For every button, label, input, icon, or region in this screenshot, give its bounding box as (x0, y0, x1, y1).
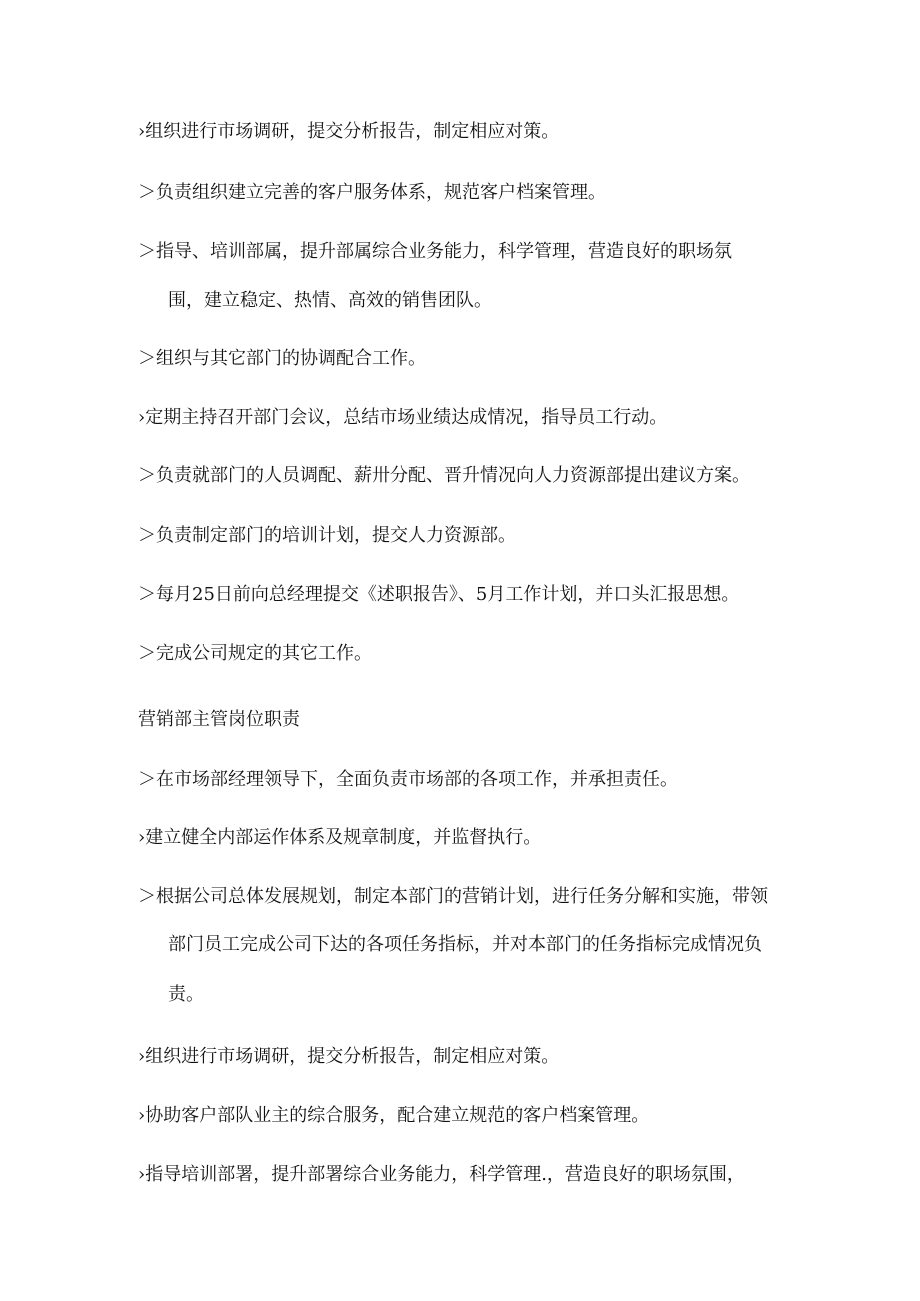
duty-item: ＞组织与其它部门的协调配合工作。 (138, 348, 426, 369)
duty-item: ＞负责组织建立完善的客户服务体系，规范客户档案管理。 (138, 182, 606, 203)
section-heading: 营销部主管岗位职责 (138, 709, 300, 730)
duty-item-continuation: 围，建立稳定、热情、高效的销售团队。 (168, 290, 492, 311)
duty-item: ＞负责就部门的人员调配、薪卅分配、晋升情况向人力资源部提出建议方案。 (138, 465, 750, 486)
duty-item: ›组织进行市场调研，提交分析报告，制定相应对策。 (138, 1046, 560, 1067)
duty-item: ›建立健全内部运作体系及规章制度，并监督执行。 (138, 827, 542, 848)
duty-item: ＞根据公司总体发展规划，制定本部门的营销计划，进行任务分解和实施，带领 (138, 886, 768, 907)
duty-item: ＞在市场部经理领导下，全面负责市场部的各项工作，并承担责任。 (138, 769, 678, 790)
duty-item: ›协助客户部队业主的综合服务，配合建立规范的客户档案管理。 (138, 1105, 650, 1126)
duty-item: ＞完成公司规定的其它工作。 (138, 643, 372, 664)
duty-item: ›组织进行市场调研，提交分析报告，制定相应对策。 (138, 121, 560, 142)
duty-item-continuation: 部门员工完成公司下达的各项任务指标，并对本部门的任务指标完成情况负 (168, 934, 762, 955)
duty-item: ›指导培训部署，提升部署综合业务能力，科学管理.，营造良好的职场氛围， (138, 1164, 745, 1185)
duty-item: ＞指导、培训部属，提升部属综合业务能力，科学管理，营造良好的职场氛 (138, 241, 732, 262)
duty-item: ＞负责制定部门的培训计划，提交人力资源部。 (138, 525, 516, 546)
duty-item: ›定期主持召开部门会议，总结市场业绩达成情况，指导员工行动。 (138, 407, 668, 428)
duty-item: ＞每月25日前向总经理提交《述职报告》、5月工作计划，并口头汇报思想。 (138, 584, 740, 605)
duty-item-continuation: 责。 (168, 984, 204, 1005)
